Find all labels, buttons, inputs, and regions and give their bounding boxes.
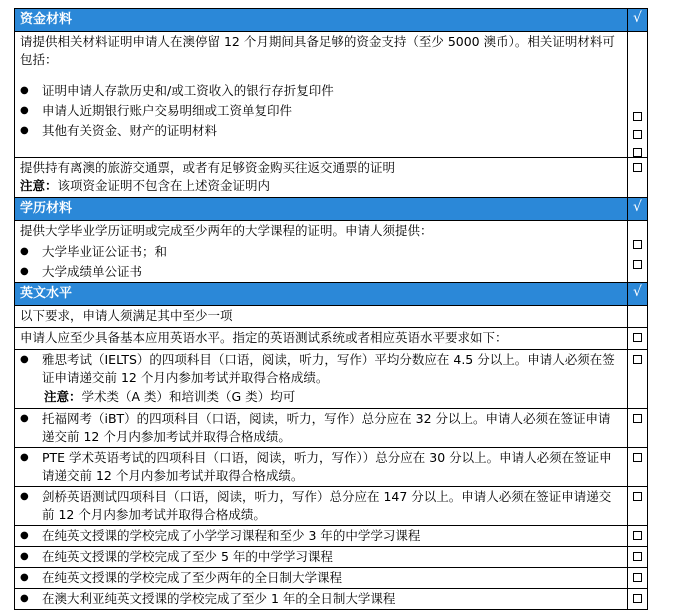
- list-item: ● 证明申请人存款历史和/或工资收入的银行存折复印件: [20, 83, 334, 98]
- checkbox[interactable]: [633, 492, 642, 501]
- list-item: ● 在澳大利亚纯英文授课的学校完成了至少 1 年的全日制大学课程: [20, 591, 396, 606]
- list-item: ● 剑桥英语测试四项科目（口语，阅读，听力，写作）总分应在 147 分以上。申请人必须在签证申请递交前 12 个月内参加考试并取得合格成绩。: [20, 489, 612, 522]
- section-header-english: [15, 283, 648, 306]
- list-item: ● PTE 学术英语考试的四项科目（口语，阅读，听力，写作））总分应在 30 分以上。申请人必须在签证申请递交前 12 个月内参加考试并取得合格成绩。: [20, 450, 612, 483]
- english-ielts-row: [15, 350, 648, 409]
- list-item: ● 大学毕业证公证书；和: [20, 244, 168, 259]
- bullet-icon: ●: [20, 266, 29, 277]
- funding-intro: 请提供相关材料证明申请人在澳停留 12 个月期间具备足够的资金支持（至少 5000 澳币）。相关证明材料可包括：: [20, 34, 615, 67]
- education-intro: 提供大学毕业学历证明或完成至少两年的大学课程的证明。申请人须提供：: [20, 223, 433, 238]
- checklist-document: [14, 8, 648, 610]
- checkbox[interactable]: [633, 414, 642, 423]
- funding-ticket-row: [15, 158, 648, 198]
- section-check-mark: √: [628, 9, 648, 32]
- english-ibt-row: [15, 409, 648, 448]
- funding-ticket-text: 提供持有离澳的旅游交通票，或者有足够资金购买往返交通票的证明: [20, 160, 396, 175]
- checkbox[interactable]: [633, 355, 642, 364]
- list-item: ● 托福网考（iBT）的四项科目（口语，阅读，听力，写作）总分应在 32 分以上。申请人必须在签证申请递交前 12 个月内参加考试并取得合格成绩。: [20, 411, 611, 444]
- checkbox[interactable]: [633, 260, 642, 269]
- list-item: ● 在纯英文授课的学校完成了至少 5 年的中学学习课程: [20, 549, 333, 564]
- bullet-icon: ●: [20, 246, 29, 257]
- bullet-icon: ●: [20, 491, 29, 502]
- section-title-education: 学历材料: [15, 198, 628, 221]
- section-header-funding: [15, 9, 648, 32]
- checkbox[interactable]: [633, 148, 642, 157]
- bullet-icon: ●: [20, 593, 29, 604]
- funding-note: 注意：该项资金证明不包含在上述资金证明内: [20, 178, 271, 193]
- english-basic-row: [15, 328, 648, 350]
- list-item: ● 申请人近期银行账户交易明细或工资单复印件: [20, 103, 293, 118]
- ielts-note: 注意：学术类（A 类）和培训类（G 类）均可: [44, 389, 296, 404]
- bullet-icon: ●: [20, 572, 29, 583]
- bullet-icon: ●: [20, 125, 29, 136]
- bullet-icon: ●: [20, 85, 29, 96]
- bullet-icon: ●: [20, 551, 29, 562]
- list-item: ● 其他有关资金、财产的证明材料: [20, 123, 218, 138]
- section-title-funding: 资金材料: [15, 9, 628, 32]
- checkbox[interactable]: [633, 112, 642, 121]
- list-item: ● 大学成绩单公证书: [20, 264, 143, 279]
- checkbox[interactable]: [633, 333, 642, 342]
- english-rule-row: [15, 306, 648, 328]
- section-check-mark: √: [628, 283, 648, 306]
- checkbox[interactable]: [633, 240, 642, 249]
- checklist-table: [14, 8, 648, 610]
- checkbox[interactable]: [633, 531, 642, 540]
- section-title-english: 英文水平: [15, 283, 628, 306]
- section-check-mark: √: [628, 198, 648, 221]
- bullet-icon: ●: [20, 354, 29, 365]
- english-schooling-row: [15, 526, 648, 547]
- checkbox[interactable]: [633, 552, 642, 561]
- english-cambridge-row: [15, 487, 648, 526]
- checkbox[interactable]: [633, 163, 642, 172]
- english-schooling-row: [15, 589, 648, 610]
- checkbox[interactable]: [633, 453, 642, 462]
- funding-evidence-row: [15, 32, 648, 158]
- checkbox[interactable]: [633, 573, 642, 582]
- english-intro-2: 申请人应至少具备基本应用英语水平。指定的英语测试系统或者相应英语水平要求如下：: [15, 328, 628, 350]
- list-item: ● 在纯英文授课的学校完成了小学学习课程和至少 3 年的中学学习课程: [20, 528, 421, 543]
- section-header-education: [15, 198, 648, 221]
- checkbox[interactable]: [633, 594, 642, 603]
- english-intro-1: 以下要求，申请人须满足其中至少一项: [15, 306, 628, 328]
- bullet-icon: ●: [20, 413, 29, 424]
- bullet-icon: ●: [20, 452, 29, 463]
- bullet-icon: ●: [20, 530, 29, 541]
- bullet-icon: ●: [20, 105, 29, 116]
- english-schooling-row: [15, 547, 648, 568]
- english-schooling-row: [15, 568, 648, 589]
- education-row: [15, 221, 648, 283]
- english-pte-row: [15, 448, 648, 487]
- checkbox[interactable]: [633, 130, 642, 139]
- list-item: ● 在纯英文授课的学校完成了至少两年的全日制大学课程: [20, 570, 343, 585]
- list-item: ● 雅思考试（IELTS）的四项科目（口语，阅读，听力，写作）平均分数应在 4.5 分以上。申请人必须在签证申请递交前 12 个月内参加考试并取得合格成绩。: [20, 352, 615, 385]
